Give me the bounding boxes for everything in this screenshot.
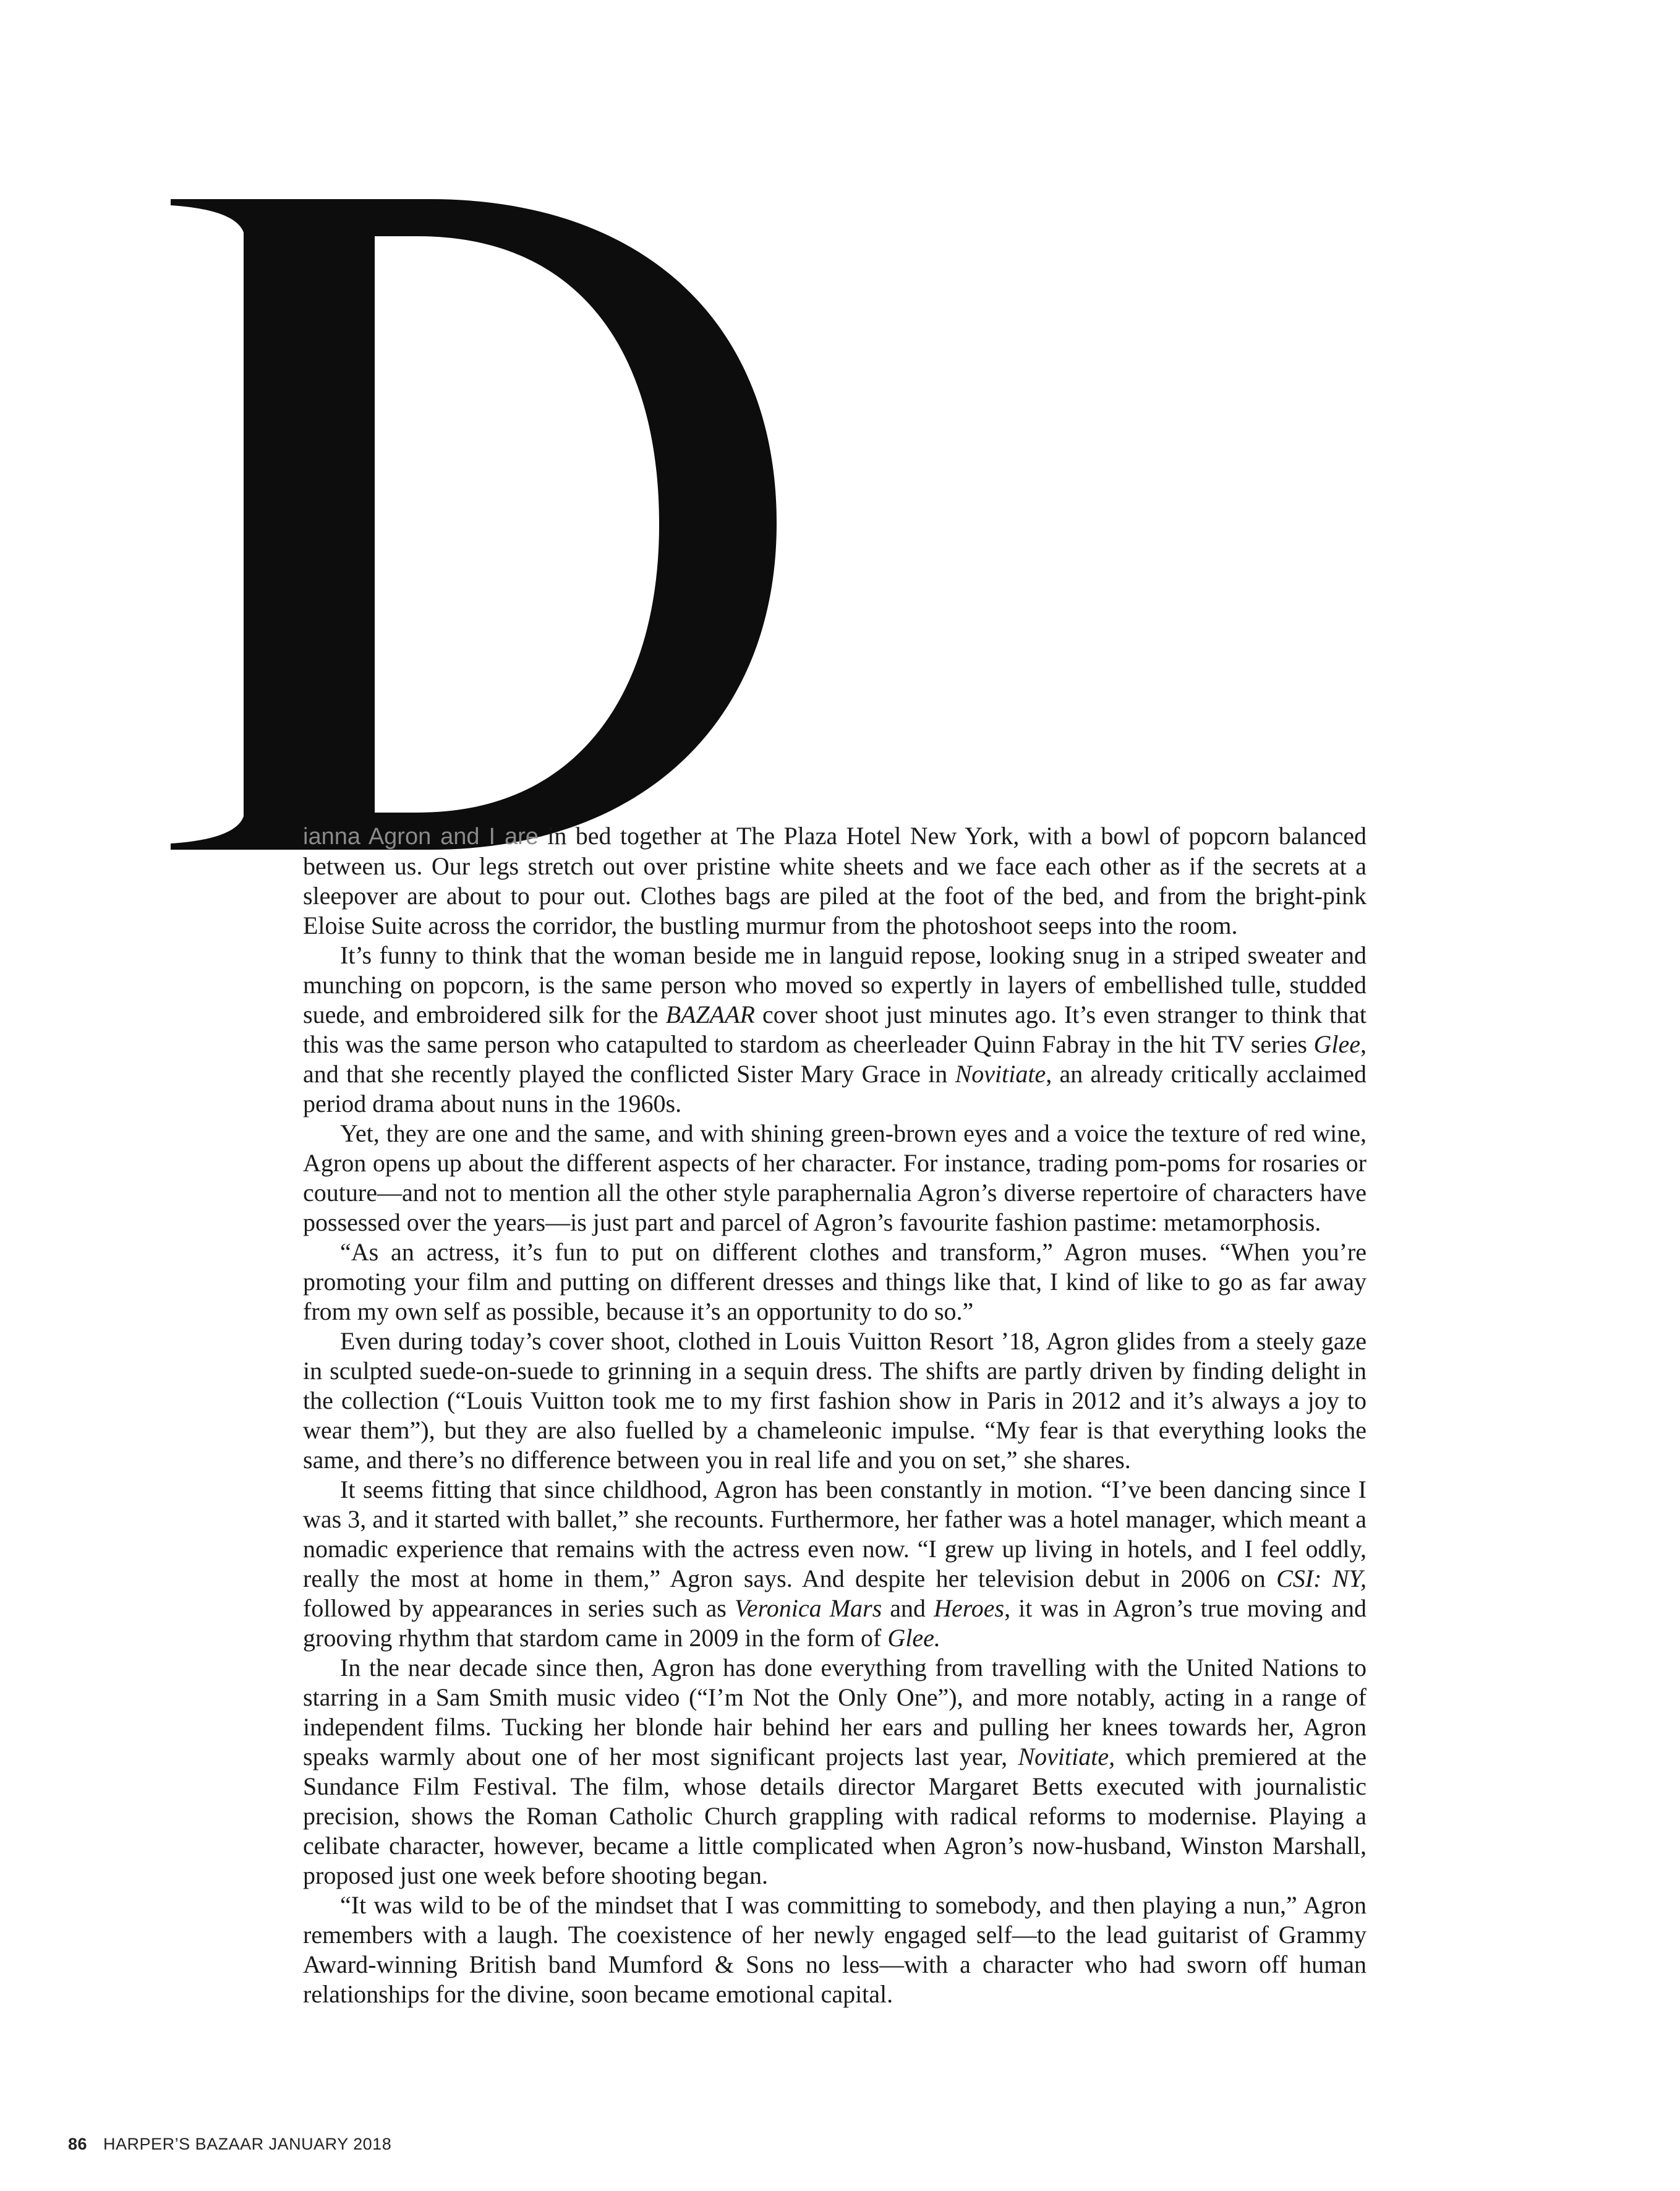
italic-title: Novitiate [955,1060,1046,1088]
text-run: Yet, they are one and the same, and with shining green-brown eyes and a voice the texture of red wine, Agron opens up about the different aspects of her character. For instance, trading pom-poms for rosaries or couture—and not to mention all the other style paraphernalia Agron’s diverse repertoire of characters have possessed over the years—is just part and parcel of Agron’s favourite fashion pastime: metamorphosis. [303,1119,1367,1236]
article-paragraph [303,1653,1367,1890]
text-run: and [882,1594,934,1622]
italic-title: CSI: NY, [1276,1565,1367,1592]
italic-title: Veronica Mars [734,1594,882,1622]
italic-title: BAZAAR [665,1001,755,1028]
italic-title: Heroes [934,1594,1005,1622]
text-run: It seems fitting that since childhood, Agron has been constantly in motion. “I’ve been dancing since I was 3, and it started with ballet,” she recounts. Furthermore, her father was a hotel manager, which meant a nomadic experience that remains with the actress even now. “I grew up living in hotels, and I feel oddly, really the most at home in them,” Agron says. And despite her television debut in 2006 on [303,1476,1367,1592]
text-run: followed by appearances in series such as [303,1594,735,1622]
text-run: “It was wild to be of the mindset that I was committing to somebody, and then playing a nun,” Agron remembers with a laugh. The coexistence of her newly engaged self—to the lead guitarist of Grammy Award-winning British band Mumford & Sons no less—with a character who had sworn off human relationships for the divine, soon became emotional capital. [303,1891,1367,2008]
article-paragraph [303,821,1367,941]
article-body [303,821,1367,2009]
text-run: , an already critically acclaimed period drama about nuns in the 1960s. [303,1060,1367,1117]
italic-title: Glee. [887,1624,940,1652]
article-paragraph [303,1237,1367,1326]
italic-title: Novitiate, [1018,1743,1115,1770]
publication-name: HARPER’S BAZAAR JANUARY 2018 [103,2135,392,2153]
drop-cap-letter-d [171,197,783,852]
article-paragraph [303,1119,1367,1237]
text-run: “As an actress, it’s fun to put on different clothes and transform,” Agron muses. “When you’re promoting your film and putting on different dresses and things like that, I kind of like to go as far away from my own self as possible, because it’s an opportunity to do so.” [303,1238,1367,1325]
text-run: , it was in Agron’s true moving and grooving rhythm that stardom came in 2009 in the form of [303,1594,1367,1652]
article-paragraph [303,941,1367,1119]
text-run: It’s funny to think that the woman beside me in languid repose, looking snug in a striped sweater and munching on popcorn, is the same person who moved so expertly in layers of embellished tulle, studded suede, and embroidered silk for the [303,941,1367,1028]
opening-words: ianna Agron and I are [303,824,539,850]
italic-title: Glee [1313,1030,1360,1058]
text-run: which premiered at the Sundance Film Festival. The film, whose details director Margaret Betts executed with journalistic precision, shows the Roman Catholic Church grappling with radical reforms to modernise. Playing a celibate character, however, became a little complicated when Agron’s now-husband, Winston Marshall, proposed just one week before shooting began. [303,1743,1367,1889]
article-paragraph [303,1890,1367,2009]
text-run: In the near decade since then, Agron has done everything from travelling with the United Nations to starring in a Sam Smith music video (“I’m Not the Only One”), and more notably, acting in a range of independent films. Tucking her blonde hair behind her ears and pulling her knees towards her, Agron speaks warmly about one of her most significant projects last year, [303,1654,1367,1770]
article-paragraph [303,1326,1367,1475]
text-run: , and that she recently played the conflicted Sister Mary Grace in [303,1030,1367,1088]
text-run: in bed together at The Plaza Hotel New York, with a bowl of popcorn balanced between us. Our legs stretch out over pristine white sheets and we face each other as if the secrets at a sleepover are about to pour out. Clothes bags are piled at the foot of the bed, and from the bright-pink Eloise Suite across the corridor, the bustling murmur from the photoshoot seeps into the room. [303,822,1367,939]
text-run: Even during today’s cover shoot, clothed in Louis Vuitton Resort ’18, Agron glides from a steely gaze in sculpted suede-on-suede to grinning in a sequin dress. The shifts are partly driven by finding delight in the collection (“Louis Vuitton took me to my first fashion show in Paris in 2012 and it’s always a joy to wear them”), but they are also fuelled by a chameleonic impulse. “My fear is that everything looks the same, and there’s no difference between you in real life and you on set,” she shares. [303,1327,1367,1474]
page-number: 86 [68,2135,88,2153]
page-footer [68,2135,391,2154]
article-paragraph [303,1475,1367,1653]
text-run: cover shoot just minutes ago. It’s even stranger to think that this was the same person who catapulted to stardom as cheerleader Quinn Fabray in the hit TV series [303,1001,1367,1058]
